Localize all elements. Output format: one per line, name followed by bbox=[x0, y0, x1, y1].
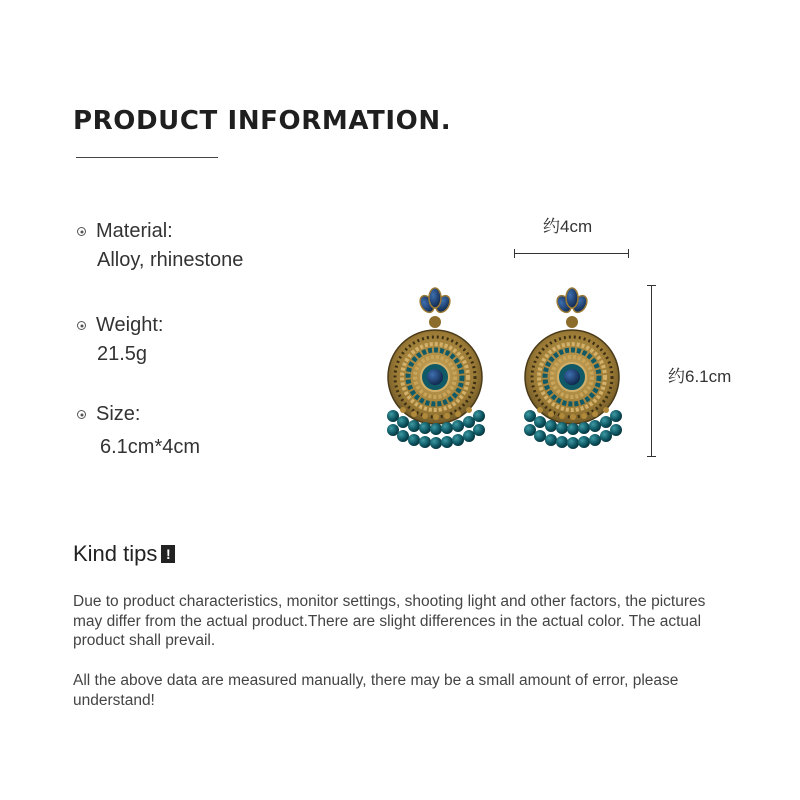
left-earring bbox=[387, 288, 485, 449]
spec-label-material: Material: bbox=[96, 220, 173, 242]
bullet-icon bbox=[77, 227, 86, 236]
spec-weight bbox=[77, 314, 163, 366]
spec-label-size: Size: bbox=[96, 403, 141, 425]
spec-value-weight: 21.5g bbox=[97, 343, 148, 365]
kind-tips-heading bbox=[73, 541, 175, 567]
width-dimension-line bbox=[514, 253, 629, 254]
bullet-icon bbox=[77, 410, 86, 419]
right-earring bbox=[524, 288, 622, 449]
page-title: PRODUCT INFORMATION. bbox=[73, 106, 452, 136]
kind-tips-title: Kind tips bbox=[73, 541, 158, 566]
title-underline bbox=[76, 157, 218, 158]
spec-size bbox=[77, 403, 200, 459]
tips-paragraph-2: All the above data are measured manually, there may be a small amount of error, please understand! bbox=[73, 672, 679, 709]
warning-icon: ! bbox=[161, 545, 175, 563]
tips-paragraph-1: Due to product characteristics, monitor settings, shooting light and other factors, the pictures may differ from the actual product.There are slight differences in the actual color. The actual product shall prevail. bbox=[73, 593, 706, 649]
height-dimension-label: 约6.1cm bbox=[668, 367, 732, 386]
spec-value-size: 6.1cm*4cm bbox=[100, 436, 201, 458]
width-dimension-label: 约4cm bbox=[543, 217, 593, 236]
height-dimension-line bbox=[651, 285, 652, 457]
spec-label-weight: Weight: bbox=[96, 314, 164, 336]
bullet-icon bbox=[77, 321, 86, 330]
earrings-product-image bbox=[370, 270, 640, 455]
spec-value-material: Alloy, rhinestone bbox=[97, 249, 244, 271]
spec-material bbox=[77, 220, 243, 272]
